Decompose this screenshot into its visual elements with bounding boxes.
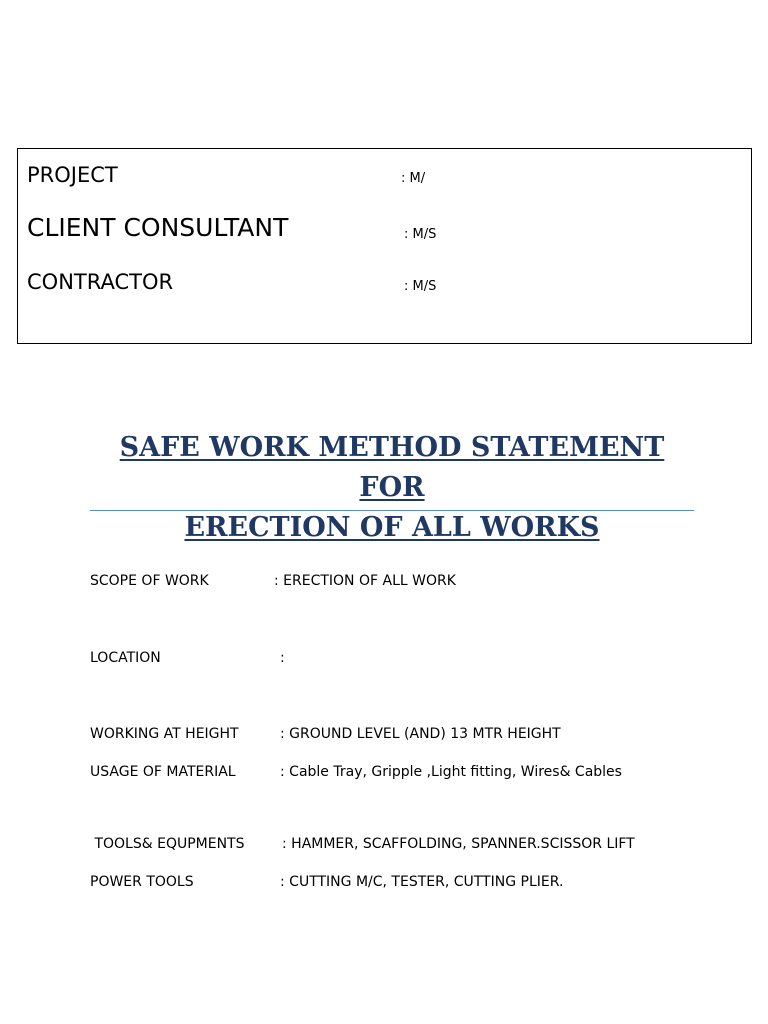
- contractor-row: [27, 270, 173, 294]
- project-label: PROJECT: [27, 163, 118, 187]
- detail-label: POWER TOOLS: [90, 874, 194, 890]
- detail-value: : Cable Tray, Gripple ,Light fitting, Wires& Cables: [280, 764, 622, 780]
- detail-label: WORKING AT HEIGHT: [90, 726, 239, 742]
- detail-label: USAGE OF MATERIAL: [90, 764, 236, 780]
- detail-label: LOCATION: [90, 650, 161, 666]
- title-line-2: ERECTION OF ALL WORKS: [184, 512, 600, 543]
- detail-value: :: [280, 650, 285, 666]
- project-header-box: [17, 148, 752, 344]
- detail-value: : ERECTION OF ALL WORK: [274, 573, 456, 589]
- project-value: : M/: [401, 171, 426, 186]
- detail-value: : GROUND LEVEL (AND) 13 MTR HEIGHT: [280, 726, 561, 742]
- client-consultant-row: [27, 213, 288, 242]
- detail-value: : HAMMER, SCAFFOLDING, SPANNER.SCISSOR LIFT: [282, 836, 635, 852]
- project-row: [27, 163, 118, 187]
- detail-label: TOOLS& EQUPMENTS: [90, 836, 245, 852]
- title-line-1: SAFE WORK METHOD STATEMENT FOR: [119, 432, 665, 503]
- contractor-label: CONTRACTOR: [27, 270, 174, 294]
- client-consultant-label: CLIENT CONSULTANT: [27, 213, 289, 242]
- contractor-value: : M/S: [404, 279, 437, 294]
- detail-value: : CUTTING M/C, TESTER, CUTTING PLIER.: [280, 874, 564, 890]
- title-divider: [90, 510, 694, 511]
- detail-label: SCOPE OF WORK: [90, 573, 209, 589]
- document-title: [90, 428, 694, 548]
- client-consultant-value: : M/S: [404, 227, 437, 242]
